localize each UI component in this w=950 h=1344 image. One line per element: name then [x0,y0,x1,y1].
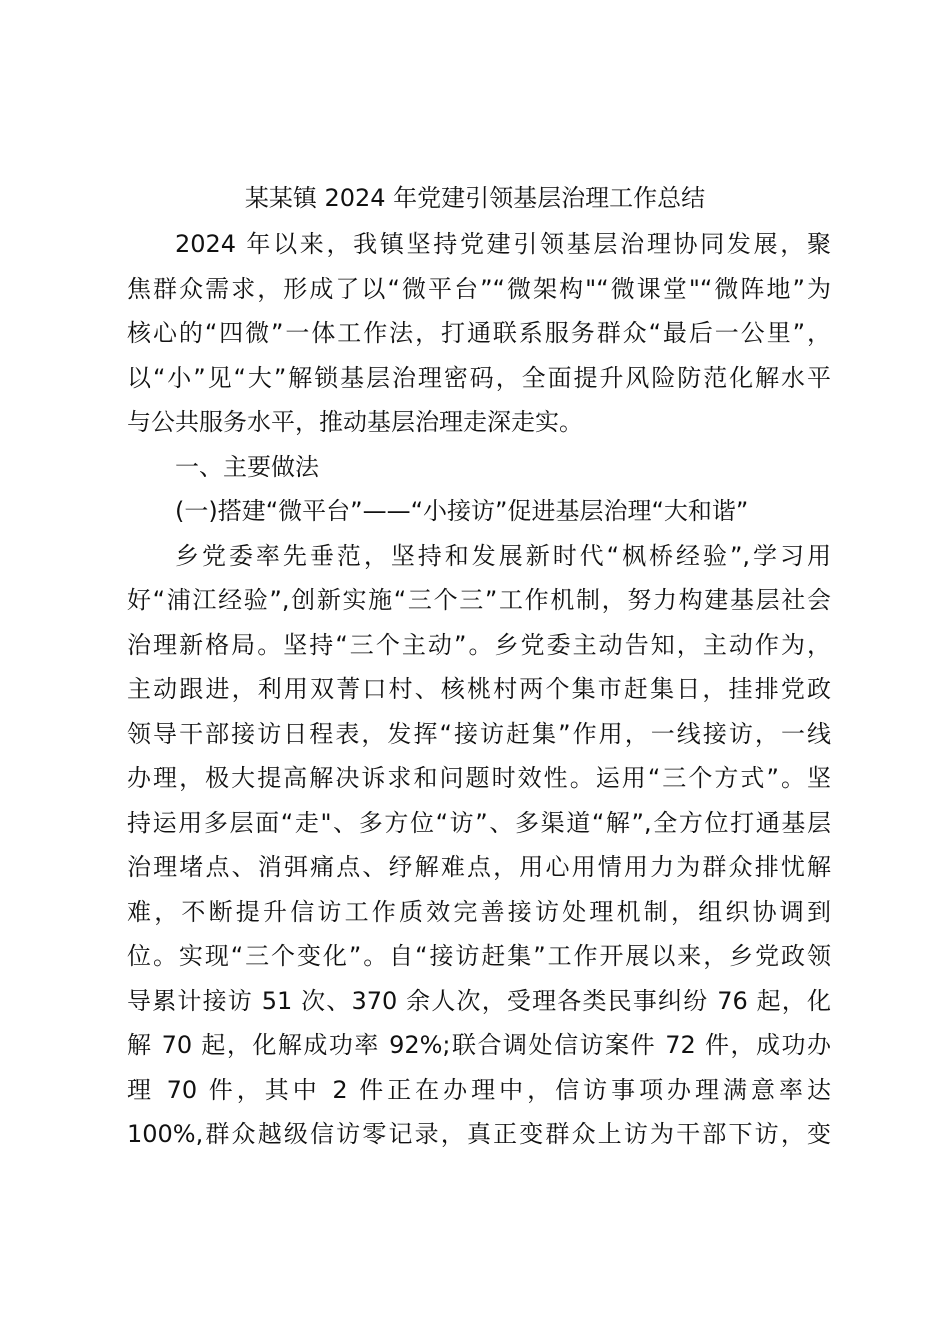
body-line: 领导干部接访日程表，发挥“接访赶集”作用，一线接访，一线 [127,719,831,748]
body-line: 好“浦江经验”,创新实施“三个三”工作机制，努力构建基层社会 [127,586,831,614]
body-line: 100%,群众越级信访零记录，真正变群众上访为干部下访，变 [127,1120,831,1148]
intro-line: 以“小”见“大”解锁基层治理密码，全面提升风险防范化解水平 [127,363,831,392]
body-line: 理 70 件，其中 2 件正在办理中，信访事项办理满意率达 [127,1075,831,1104]
body-line: 乡党委率先垂范，坚持和发展新时代“枫桥经验”,学习用 [175,541,831,570]
body-line: 解 70 起，化解成功率 92%;联合调处信访案件 72 件，成功办 [127,1031,831,1059]
document-title: 某某镇 2024 年党建引领基层治理工作总结 [244,184,706,212]
section-heading: 一、主要做法 [175,452,319,481]
intro-line: 与公共服务水平，推动基层治理走深走实。 [127,408,583,436]
intro-line: 核心的“四微”一体工作法，打通联系服务群众“最后一公里”， [127,319,831,347]
document-body [127,222,831,1157]
subsection-heading: (一)搭建“微平台”——“小接访”促进基层治理“大和谐” [175,497,749,525]
body-line: 导累计接访 51 次、370 余人次，受理各类民事纠纷 76 起，化 [127,986,831,1015]
intro-line: 焦群众需求，形成了以“微平台”“微架构"“微课堂"“微阵地”为 [127,274,831,303]
body-line: 难，不断提升信访工作质效完善接访处理机制，组织协调到 [127,897,831,926]
body-line: 持运用多层面“走"、多方位“访”、多渠道“解”,全方位打通基层 [127,808,831,837]
body-line: 治理堵点、消弭痛点、纾解难点，用心用情用力为群众排忧解 [127,853,831,881]
body-line: 位。实现“三个变化”。自“接访赶集”工作开展以来，乡党政领 [127,942,831,970]
body-line: 治理新格局。坚持“三个主动”。乡党委主动告知，主动作为， [127,630,831,659]
body-line: 办理，极大提高解决诉求和问题时效性。运用“三个方式”。坚 [127,764,831,792]
body-line: 主动跟进，利用双菁口村、核桃村两个集市赶集日，挂排党政 [127,675,831,703]
intro-line: 2024 年以来，我镇坚持党建引领基层治理协同发展，聚 [175,230,831,258]
